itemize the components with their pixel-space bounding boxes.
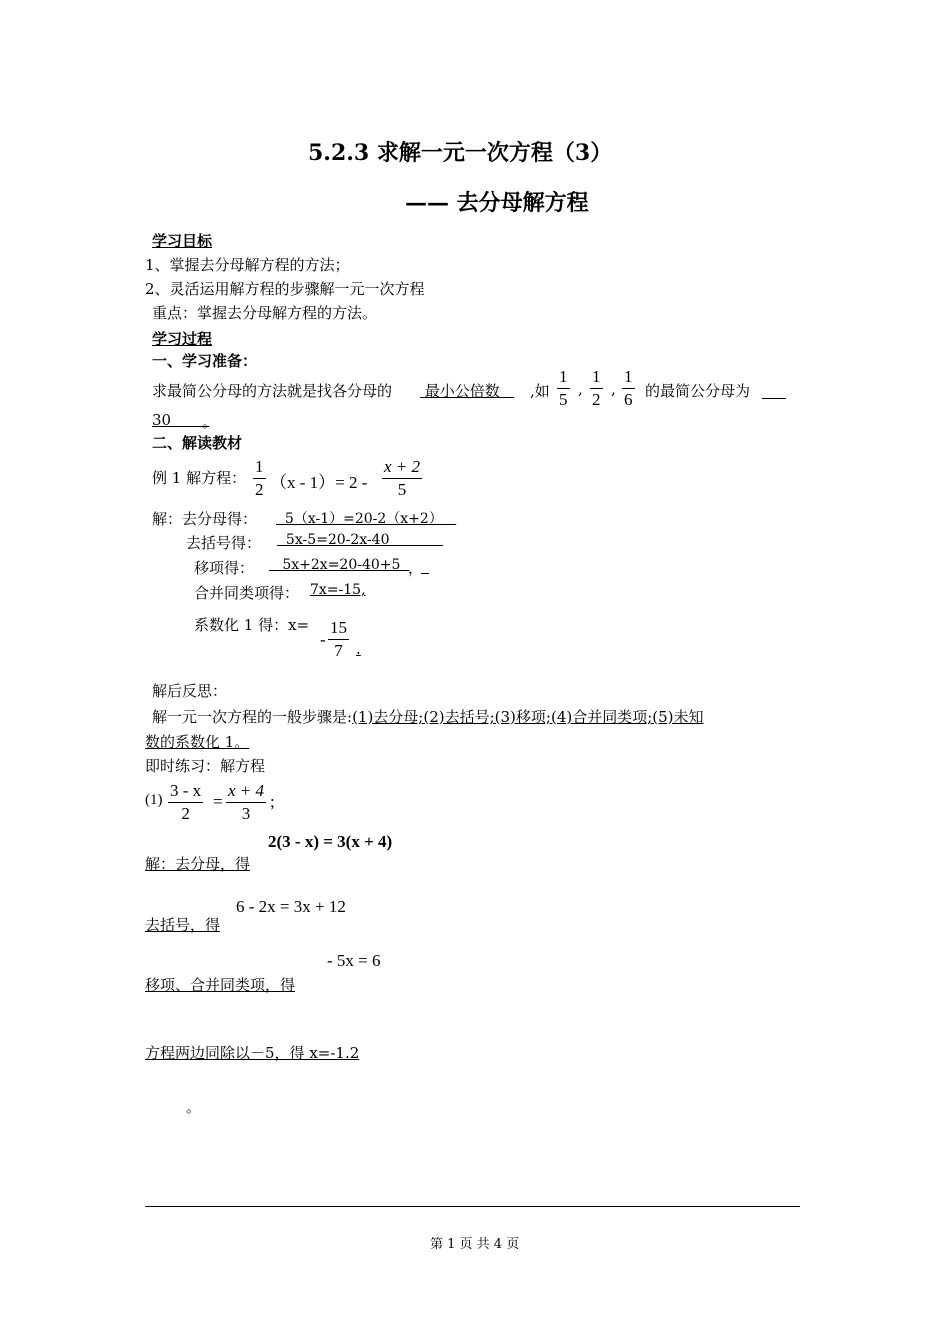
prep-answer [145,411,209,429]
step-1-value [276,508,456,528]
prep-heading: 一、学习准备： [152,352,258,370]
problem-semicolon: ; [270,792,275,811]
reflection-prefix: 解一元一次方程的一般步骤是: [152,708,353,726]
coef-sign: - [320,630,326,649]
objective-item-1: 1、掌握去分母解方程的方法； [145,256,350,274]
objective-item-2: 2、灵活运用解方程的步骤解一元一次方程 [145,280,425,298]
problem-rhs-den: 3 [241,804,251,823]
fraction-1-5 [557,368,570,409]
fraction-1-6-num: 1 [624,367,633,386]
key-point: 重点：掌握去分母解方程的方法。 [152,304,378,322]
problem-label: (1) [145,792,163,808]
fraction-1-5-bar [557,388,570,389]
example-half-num: 1 [255,457,264,476]
prep-text-after: 的最简公分母为 [645,382,751,400]
footer-divider [145,1206,800,1207]
coef-num: 15 [330,618,347,637]
problem-lhs-bar [168,802,203,803]
coef-bar [328,639,349,640]
example-half-bar [253,478,266,479]
example-rhs-den: 5 [397,480,407,499]
example-half-fraction [253,458,266,499]
fraction-1-2-bar [590,388,603,389]
step-3-label: 移项得： [194,559,255,577]
fraction-1-2 [590,368,603,409]
prep-answer-value: 30 [152,411,172,429]
step-4-value: 7x=-15, [310,582,366,598]
objectives-heading: 学习目标 [152,232,213,250]
prep-end: 。 [202,413,218,431]
step-4-label: 合并同类项得： [194,584,300,602]
prep-blank-1 [420,380,514,401]
step3-label: 移项、合并同类项，得 [145,976,296,994]
step3-equation: - 5x = 6 [327,951,381,970]
step-2-value-text: 5x-5=20-2x-40 [285,532,390,548]
example-mid: （x - 1）= 2 - [270,473,368,492]
end-mark: 。 [186,1098,202,1116]
step2-equation: 6 - 2x = 3x + 12 [236,897,346,916]
step2-label: 去括号，得 [145,916,221,934]
fraction-1-5-den: 5 [559,390,568,409]
reflection-line-2: 数的系数化 1。 [145,733,250,751]
fraction-1-6-den: 6 [624,390,633,409]
problem-lhs-fraction [168,782,203,823]
problem-lhs-num: 3 - x [170,781,202,800]
page-title: 5.2.3 求解一元一次方程（3） [308,140,613,166]
prep-text-before: 求最简公分母的方法就是找各分母的 [152,382,393,400]
problem-eq: = [213,792,223,811]
step-3-value-text: 5x+2x=20-40+5 [282,557,401,573]
fraction-1-2-den: 2 [592,390,601,409]
example-rhs-fraction [382,458,422,499]
coef-tail: . [356,640,361,658]
step-3-tail: ， [408,559,424,577]
reflection-line-1 [152,706,704,727]
coef-fraction [328,619,349,660]
prep-text-mid: ,如 [530,382,550,400]
footer-page-number: 第 1 页 共 4 页 [430,1237,520,1252]
step-3-value [269,557,409,573]
step-2-label: 去括号得： [186,534,262,552]
step1-equation: 2(3 - x) = 3(x + 4) [268,832,393,851]
comma-1: , [578,380,583,398]
problem-rhs-num: x + 4 [228,781,265,800]
step1-label: 解：去分母，得 [145,855,251,873]
reflection-heading: 解后反思： [152,682,228,700]
example-label: 例 1 解方程： [152,469,247,487]
fraction-1-2-num: 1 [592,367,601,386]
coef-den: 7 [334,641,343,660]
reading-heading: 二、解读教材 [152,434,243,452]
problem-rhs-bar [226,802,266,803]
comma-2: , [611,380,616,398]
fraction-1-6 [622,368,635,409]
example-half-den: 2 [255,480,264,499]
process-heading: 学习过程 [152,330,213,348]
prep-blank-1-value: 最小公倍数 [424,382,500,400]
example-rhs-num: x + 2 [384,457,421,476]
step4-label: 方程两边同除以－5，得 x=-1.2 [145,1044,360,1062]
reflection-steps-1: (1)去分母;(2)去括号;(3)移项;(4)合并同类项;(5)未知 [352,708,704,726]
problem-lhs-den: 2 [181,804,190,823]
example-rhs-bar [382,478,422,479]
step-3-tail-line [421,573,429,574]
page-subtitle: —— 去分母解方程 [405,190,589,216]
step-2-value [277,532,443,548]
step-1-label: 解：去分母得： [152,510,258,528]
coef-label: 系数化 1 得：x= [194,616,310,634]
practice-heading: 即时练习：解方程 [145,757,266,775]
problem-rhs-fraction [226,782,266,823]
prep-answer-blank-line [762,398,786,399]
fraction-1-6-bar [622,388,635,389]
fraction-1-5-num: 1 [559,367,568,386]
step-1-value-text: 5（x-1）=20-2（x+2） [284,511,443,527]
